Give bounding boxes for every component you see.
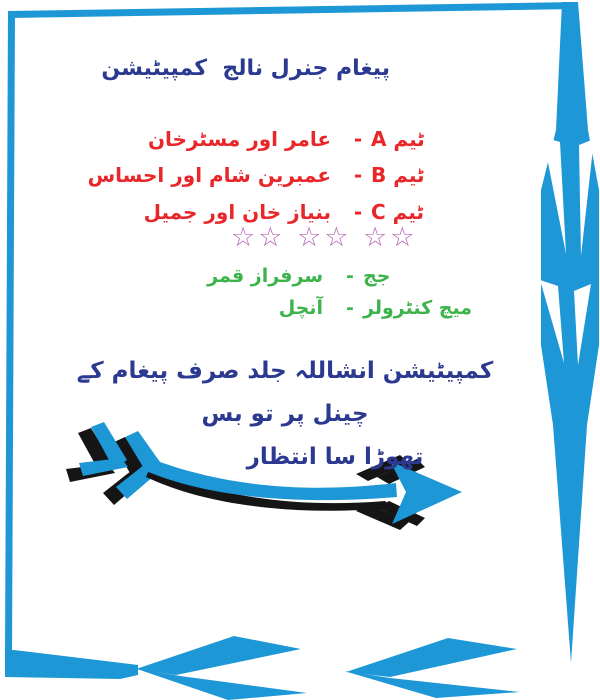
team-b-members: عمبرین شام اور احساس [87, 163, 331, 187]
left-chevrons-icon [5, 636, 520, 700]
match-controller-label: میچ کنٹرولر [363, 297, 472, 319]
judge-name: سرفراز قمر [207, 265, 323, 287]
team-a-label: ٹیم A [371, 127, 425, 151]
match-controller-row [279, 297, 495, 319]
team-c-members: بنیاز خان اور جمیل [143, 200, 331, 224]
match-controller-name: آنچل [278, 297, 323, 319]
judge-label: جج [363, 265, 391, 287]
announcement-text [60, 350, 510, 479]
announcement-line1: کمپیٹیشن انشاللہ جلد صرف پیغام کے چینل پر تو بس [76, 358, 494, 427]
poster-title: پیغام جنرل نالج کمپیٹیشن [101, 56, 390, 81]
team-b-separator: - [353, 163, 363, 187]
team-row-c [144, 200, 490, 224]
team-a-separator: - [353, 127, 363, 151]
team-row-b [88, 163, 490, 187]
down-arrow-ribbon-icon [540, 2, 599, 663]
announcement-line2: تھوڑا سا انتظار [246, 444, 424, 470]
frame-border [5, 2, 578, 655]
judge-separator: - [346, 265, 354, 287]
team-a-members: عامر اور مسٹرخان [147, 127, 331, 151]
match-controller-separator: - [346, 297, 354, 319]
team-c-separator: - [353, 200, 363, 224]
judge-row [207, 265, 495, 287]
team-b-label: ٹیم B [371, 163, 425, 187]
team-c-label: ٹیم C [371, 200, 425, 224]
star-outline-icon: ☆☆ ☆☆ ☆☆ [231, 222, 418, 253]
team-row-a [148, 127, 490, 151]
